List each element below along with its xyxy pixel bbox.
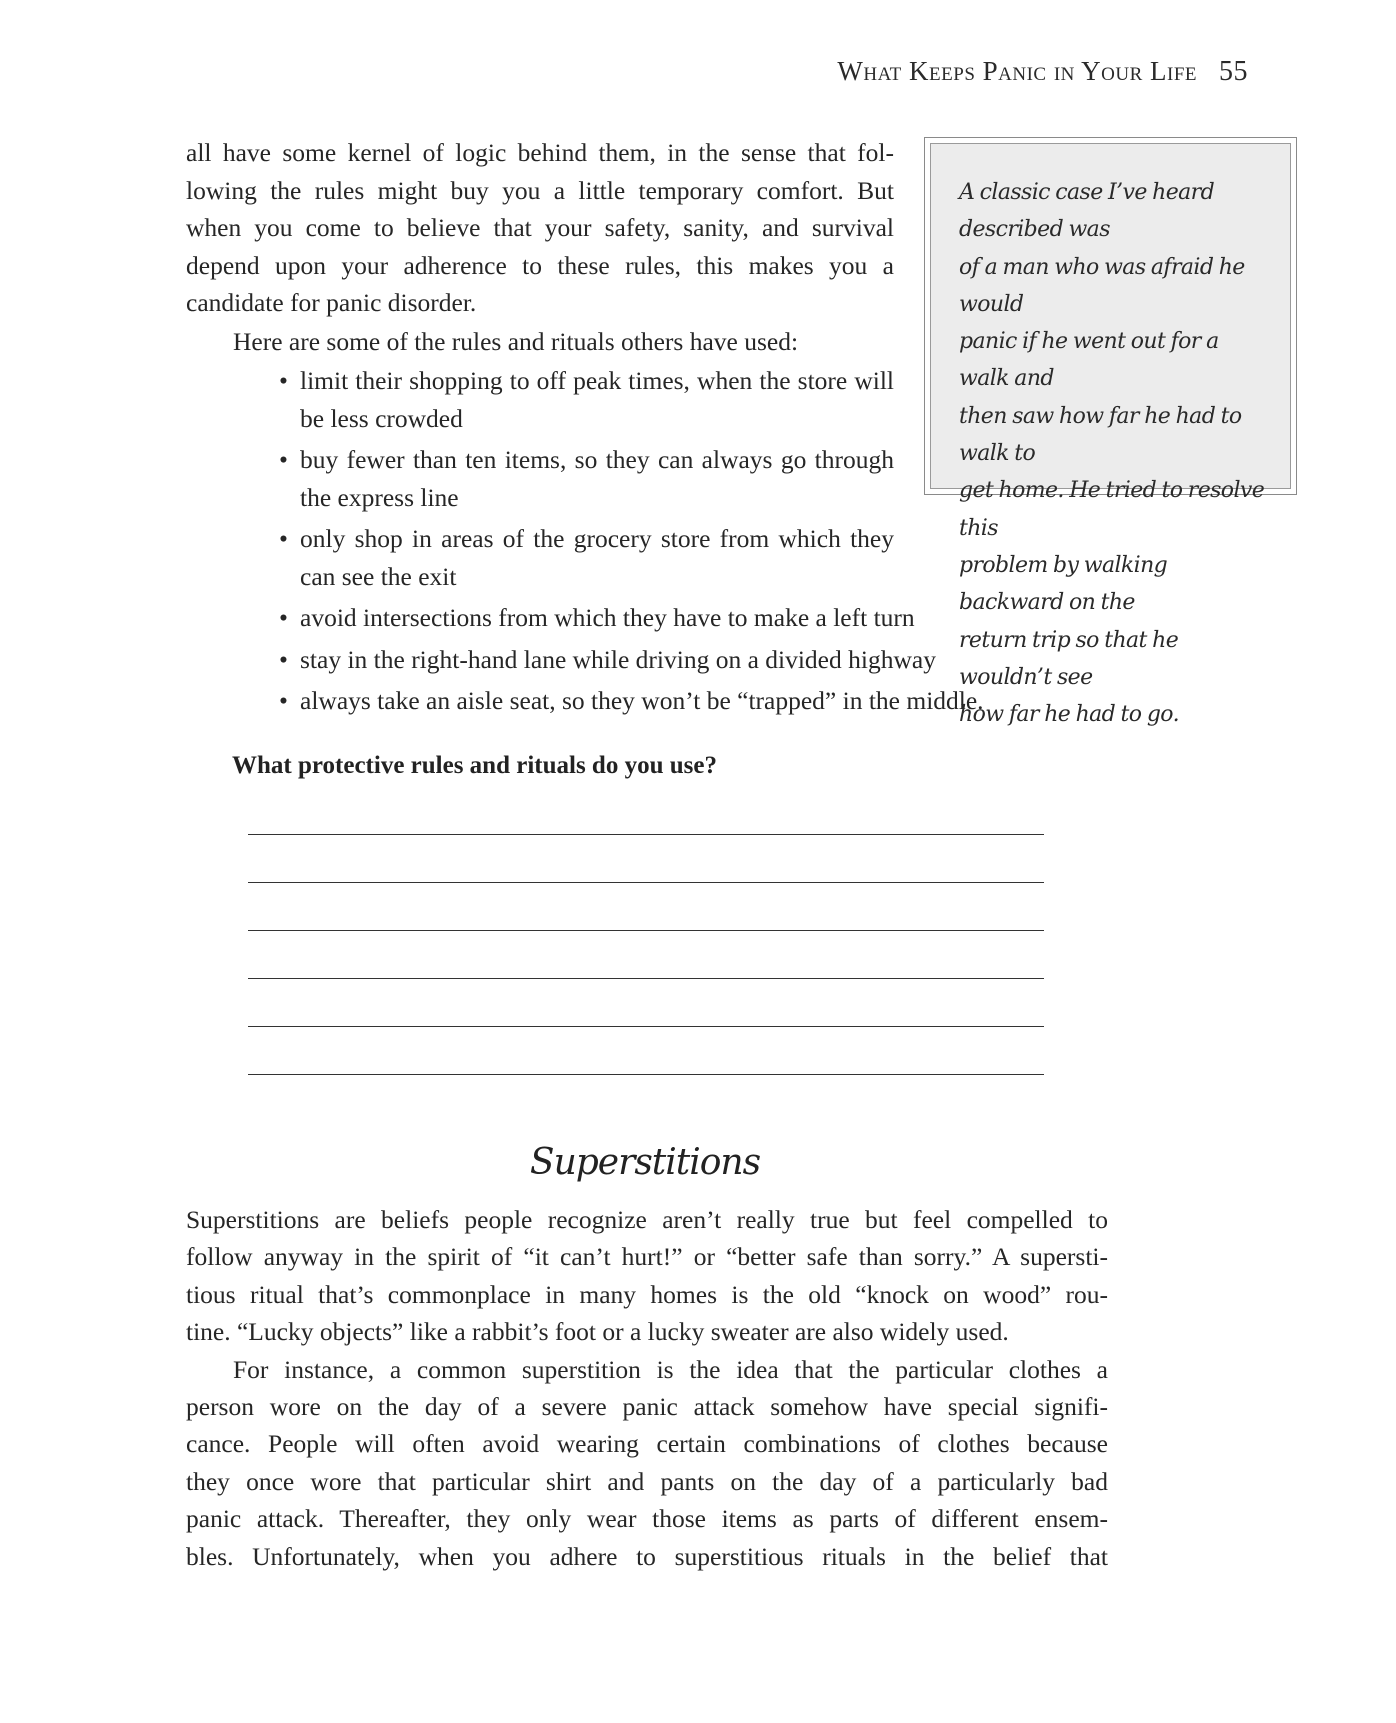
bullet: • <box>279 366 288 395</box>
worksheet-question: What protective rules and rituals do you use? <box>232 752 717 779</box>
list-item-text: stay in the right-hand lane while driving on a divided highway <box>300 644 936 674</box>
bullet: • <box>279 445 288 474</box>
intro-line: lowing the rules might buy you a little temporary comfort. But <box>186 175 894 205</box>
paragraph-line: tine. “Lucky objects” like a rabbit’s foot or a lucky sweater are also widely used. <box>186 1317 1009 1347</box>
list-item-text: only shop in areas of the grocery store from which they can see the exit <box>300 524 894 591</box>
answer-line-4[interactable] <box>248 978 1044 979</box>
answer-line-1[interactable] <box>248 834 1044 835</box>
bullet: • <box>279 603 288 632</box>
sidebar-line: of a man who was afraid he would <box>959 254 1245 317</box>
rules-list <box>186 362 984 720</box>
bullet: • <box>279 524 288 553</box>
superstitions-body <box>186 1201 1108 1575</box>
sidebar-line: get home. He tried to resolve this <box>959 478 1265 541</box>
paragraph-line: follow anyway in the spirit of “it can’t hurt!” or “better safe than sorry.” A supersti- <box>186 1242 1108 1272</box>
intro-paragraph <box>186 134 984 720</box>
list-item <box>186 641 936 679</box>
intro-line: depend upon your adherence to these rules, this makes you a <box>186 250 894 280</box>
list-item-text: avoid intersections from which they have to make a left turn <box>300 603 915 632</box>
list-item <box>186 520 894 595</box>
rules-intro: Here are some of the rules and rituals others have used: <box>233 326 799 356</box>
paragraph-line: Superstitions are beliefs people recognize aren’t really true but feel compelled to <box>186 1205 1108 1234</box>
list-item <box>186 682 984 720</box>
paragraph-line: tious ritual that’s commonplace in many homes is the old “knock on wood” rou- <box>186 1279 1108 1309</box>
sidebar-line: panic if he went out for a walk and <box>959 329 1219 392</box>
sidebar-line: how far he had to go. <box>959 702 1179 728</box>
section-heading: Superstitions <box>529 1142 761 1183</box>
paragraph-line: For instance, a common superstition is the idea that the particular clothes a <box>233 1354 1108 1384</box>
intro-line: all have some kernel of logic behind them, in the sense that fol- <box>186 138 894 167</box>
answer-line-2[interactable] <box>248 882 1044 883</box>
paragraph-line: cance. People will often avoid wearing certain combinations of clothes because <box>186 1429 1108 1459</box>
running-header <box>837 56 1248 88</box>
sidebar-text <box>930 143 1291 728</box>
sidebar-line: then saw how far he had to walk to <box>959 403 1242 467</box>
sidebar-line: return trip so that he wouldn’t see <box>959 627 1179 690</box>
answer-line-3[interactable] <box>248 930 1044 931</box>
list-item <box>186 599 915 637</box>
running-header-title: What Keeps Panic in Your Life <box>837 56 1197 86</box>
bullet: • <box>279 644 288 674</box>
bullet: • <box>279 686 288 715</box>
list-item-text: buy fewer than ten items, so they can always go through the express line <box>300 445 894 512</box>
paragraph-line: person wore on the day of a severe panic attack somehow have special signifi- <box>186 1392 1108 1422</box>
page-number: 55 <box>1219 56 1248 87</box>
list-item <box>186 362 894 437</box>
sidebar-line: A classic case I’ve heard described was <box>959 180 1215 243</box>
list-item-text: always take an aisle seat, so they won’t be “trapped” in the middle. <box>300 686 984 715</box>
list-item-text: limit their shopping to off peak times, when the store will be less crowded <box>300 366 894 433</box>
sidebar-box <box>924 137 1297 728</box>
paragraph-line: panic attack. Thereafter, they only wear those items as parts of different ensem- <box>186 1504 1108 1534</box>
sidebar-line: problem by walking backward on the <box>959 552 1168 616</box>
intro-line: when you come to believe that your safety, sanity, and survival <box>186 213 894 242</box>
intro-line: candidate for panic disorder. <box>186 288 477 317</box>
paragraph-line: bles. Unfortunately, when you adhere to superstitious rituals in the belief that <box>186 1541 1108 1571</box>
list-item <box>186 441 894 516</box>
answer-line-5[interactable] <box>248 1026 1044 1027</box>
paragraph-line: they once wore that particular shirt and pants on the day of a particularly bad <box>186 1466 1108 1496</box>
answer-line-6[interactable] <box>248 1074 1044 1075</box>
